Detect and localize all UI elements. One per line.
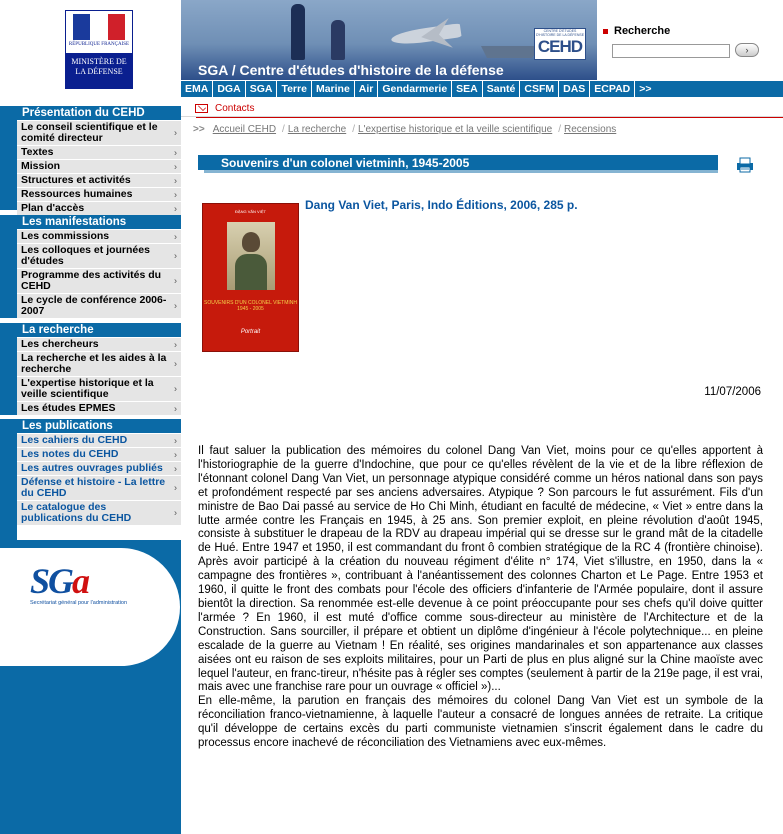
search-label: Recherche (614, 25, 671, 37)
topnav-terre[interactable]: Terre (277, 81, 312, 97)
sidebar-item-expertise[interactable]: L'expertise historique et la veille scientifique › (17, 377, 181, 402)
chevron-right-icon: › (174, 189, 177, 199)
sidebar-item-defense-histoire[interactable]: Défense et histoire - La lettre du CEHD › (17, 476, 181, 501)
contacts-link[interactable]: Contacts (215, 103, 255, 114)
sidebar-item-notes[interactable]: Les notes du CEHD › (17, 448, 181, 462)
print-icon[interactable] (736, 157, 754, 173)
search-input[interactable] (612, 44, 730, 58)
article-title-bar (198, 155, 758, 172)
book-cover-portrait (227, 222, 275, 290)
sidebar-item-aides[interactable]: La recherche et les aides à la recherche › (17, 352, 181, 377)
book-cover-author: ĐẶNG VĂN VIỆT (235, 209, 266, 214)
chevron-right-icon: › (174, 161, 177, 171)
chevron-right-icon: › (174, 449, 177, 459)
chevron-right-icon: › (174, 250, 177, 261)
sidebar-item-plan-acces[interactable]: Plan d'accès › (17, 202, 181, 216)
nav-section-publications (17, 419, 181, 526)
sidebar-item-structures[interactable]: Structures et activités › (17, 174, 181, 188)
review-paragraph: En elle-même, la parution en français des mémoires du colonel Dang Van Viet est un symbole de la réconciliation franco-vietnamienne, à laquelle l'auteur a consacré de longues années de retraite. La critique qu'il développe de certains excès du parti communiste vietnamien s'inscrit également dans le cadre du processus encore inachevé de réconciliation des Vietnamiens avec eux-mêmes. (198, 695, 763, 750)
nav-section-presentation (17, 106, 181, 216)
sidebar-item-conseil[interactable]: Le conseil scientifique et le comité directeur › (17, 121, 181, 146)
topnav-dga[interactable]: DGA (213, 81, 245, 97)
top-navigation (181, 80, 783, 97)
nav-section-title[interactable]: La recherche (17, 323, 181, 338)
left-sidebar (0, 0, 181, 834)
nav-section-recherche (17, 323, 181, 416)
page-title: Souvenirs d'un colonel vietminh, 1945-2005 (221, 156, 470, 170)
cehd-logo[interactable]: CENTRE D'ÉTUDES D'HISTOIRE DE LA DÉFENSE CEHD (534, 28, 586, 60)
book-reference: Dang Van Viet, Paris, Indo Éditions, 2006, 285 p. (305, 198, 578, 212)
topnav-gendarmerie[interactable]: Gendarmerie (378, 81, 452, 97)
chevron-right-icon: › (174, 358, 177, 369)
topnav-sga[interactable]: SGA (246, 81, 278, 97)
chevron-right-icon: › (174, 403, 177, 413)
envelope-icon[interactable] (195, 104, 208, 113)
french-flag-icon (73, 14, 125, 40)
chevron-right-icon: › (174, 300, 177, 311)
chevron-right-icon: › (174, 482, 177, 493)
chevron-right-icon: › (174, 463, 177, 473)
topnav-marine[interactable]: Marine (312, 81, 355, 97)
topnav-das[interactable]: DAS (559, 81, 590, 97)
breadcrumb-item-recherche[interactable]: La recherche (287, 124, 347, 135)
sidebar-item-autres-ouvrages[interactable]: Les autres ouvrages publiés › (17, 462, 181, 476)
book-cover-title: SOUVENIRS D'UN COLONEL VIETMINH 1945 - 2005 (203, 300, 297, 312)
search-panel (597, 0, 783, 80)
sidebar-item-chercheurs[interactable]: Les chercheurs › (17, 338, 181, 352)
contacts-bar (181, 99, 783, 117)
chevron-right-icon: › (174, 231, 177, 241)
sga-logo[interactable]: SGa Secrétariat général pour l'administration (30, 560, 150, 610)
topnav-ecpad[interactable]: ECPAD (590, 81, 635, 97)
sidebar-item-epmes[interactable]: Les études EPMES › (17, 402, 181, 416)
chevron-right-icon: › (174, 203, 177, 213)
search-submit-button[interactable]: › (735, 43, 759, 57)
topnav-air[interactable]: Air (355, 81, 379, 97)
divider (196, 117, 783, 118)
sga-subtitle: Secrétariat général pour l'administration (30, 600, 128, 606)
topnav-sante[interactable]: Santé (483, 81, 521, 97)
breadcrumb-arrow-icon: >> (193, 124, 205, 135)
chevron-right-icon: › (174, 435, 177, 445)
review-paragraph: Il faut saluer la publication des mémoires du colonel Dang Van Viet, moins pour ce qu'elles apportent à l'historiographie de la guerre d'Indochine, que pour ce qu'elles révèlent de la vie et de la libre réflexion de l'étonnant colonel Dang Van Viet, un personnage atypique considéré comme un héros national dans son pays et profondément respecté par ses anciens adversaires. Atypique ? Son parcours le fut assurément. Fils d'un ministre de Bao Dai passé au service de Ho Chi Minh, étudiant en faculté de médecine, « Viet » entre dans la lutte armée contre les Français en 1945, à 25 ans. Son premier exploit, en pleine révolution d'août 1945, consiste à substituer le drapeau de la RDV au drapeau impérial qui se dresse sur le grand mât de la citadelle de Hué. Entre 1947 et 1950, il est commandant du front ô combien stratégique de la RC 4 (frontière chinoise). Après avoir participé à la création du nouveau régiment d'élite n° 174, Viet s'illustre, en 1950, dans la « campagne des frontières », contribuant à l'anéantissement des colonnes Charton et Le Page. Entre 1953 et 1960, il quitte le front des combats pour l'école des officiers d'infanterie de l'Armée populaire, dont il assure bientôt la direction. Sa renommée est-elle devenue à ce point préoccupante pour ses chefs qu'il doive quitter l'armée ? En 1960, il est muté d'office comme sous-directeur au ministère de l'Architecture et de la Construction. Sans sourciller, il prépare et obtient un diplôme d'ingénieur à l'école polytechnique... en pleine escalade de la guerre au Vietnam ! En réalité, ses origines mandarinales et son appartenance aux classes aisées ont eu raison de ses exploits militaires, pour un Parti de plus en plus aligné sur la Chine maoïste avec lequel l'auteur, en franc-tireur, n'hésite pas à régler ses comptes (seulement à partir de la 219e page, il est vrai, mais avec une franchise rare pour un ouvrage « officiel »)... (198, 445, 764, 694)
sidebar-item-textes[interactable]: Textes › (17, 146, 181, 160)
breadcrumb-item-recensions[interactable]: Recensions (564, 124, 617, 135)
chevron-right-icon: › (174, 175, 177, 185)
nav-section-title[interactable]: Présentation du CEHD (17, 106, 181, 121)
topnav-sea[interactable]: SEA (452, 81, 483, 97)
chevron-right-icon: › (174, 147, 177, 157)
topnav-csfm[interactable]: CSFM (520, 81, 559, 97)
ministry-logo-republic: RÉPUBLIQUE FRANÇAISE (68, 42, 130, 47)
ministry-logo[interactable] (65, 10, 133, 89)
nav-section-title[interactable]: Les manifestations (17, 215, 181, 230)
ministry-logo-name: MINISTÈRE DE LA DÉFENSE (71, 57, 127, 76)
chevron-right-icon: › (174, 127, 177, 138)
breadcrumb-item-expertise[interactable]: L'expertise historique et la veille scientifique (357, 124, 553, 135)
sidebar-item-catalogue[interactable]: Le catalogue des publications du CEHD › (17, 501, 181, 526)
review-body (198, 445, 763, 751)
nav-section-title[interactable]: Les publications (17, 419, 181, 434)
sidebar-item-mission[interactable]: Mission › (17, 160, 181, 174)
review-date: 11/07/2006 (704, 386, 761, 398)
site-title: SGA / Centre d'études d'histoire de la défense (198, 62, 504, 78)
sidebar-item-conferences[interactable]: Le cycle de conférence 2006-2007 › (17, 294, 181, 319)
breadcrumb: >> Accueil CEHD / La recherche / L'expertise historique et la veille scientifique / Recensions (193, 124, 617, 135)
breadcrumb-item-accueil[interactable]: Accueil CEHD (212, 124, 277, 135)
chevron-right-icon: › (174, 507, 177, 518)
book-cover-publisher: Portrait (240, 329, 261, 335)
bullet-icon (603, 29, 608, 34)
sidebar-item-commissions[interactable]: Les commissions › (17, 230, 181, 244)
book-cover-image (202, 203, 299, 352)
sidebar-item-cahiers[interactable]: Les cahiers du CEHD › (17, 434, 181, 448)
chevron-right-icon: › (174, 275, 177, 286)
sidebar-item-colloques[interactable]: Les colloques et journées d'études › (17, 244, 181, 269)
sidebar-item-ressources[interactable]: Ressources humaines › (17, 188, 181, 202)
sidebar-item-programme[interactable]: Programme des activités du CEHD › (17, 269, 181, 294)
chevron-right-icon: › (174, 383, 177, 394)
topnav-more[interactable]: >> (639, 83, 652, 95)
topnav-ema[interactable]: EMA (181, 81, 213, 97)
chevron-right-icon: › (174, 339, 177, 349)
nav-section-manifestations (17, 215, 181, 319)
